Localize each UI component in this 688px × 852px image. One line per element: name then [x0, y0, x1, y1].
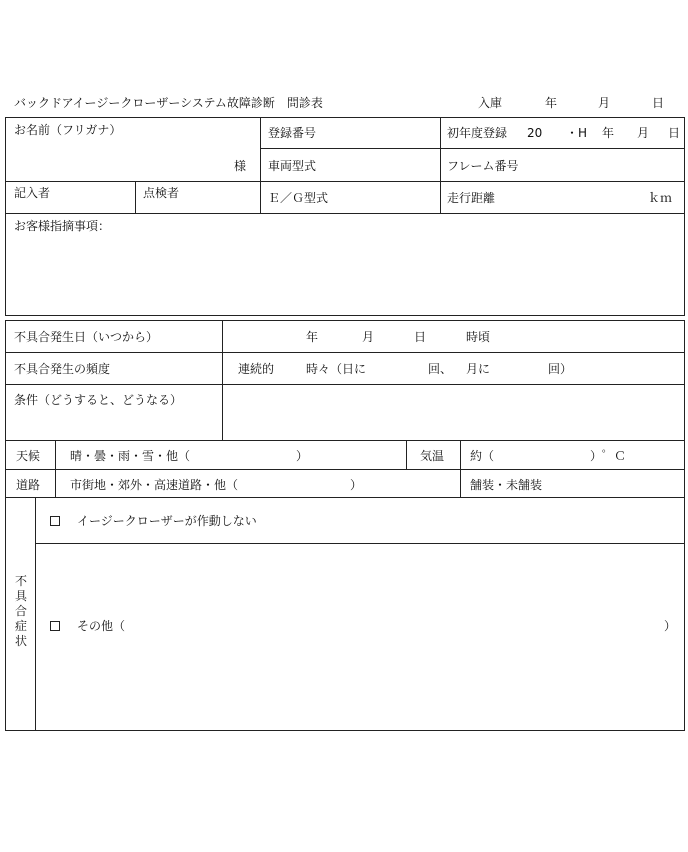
form-title: バックドアイージークローザーシステム故障診断 問診表	[14, 96, 323, 110]
divider	[35, 543, 685, 544]
first-reg-prefix: 20	[527, 126, 543, 140]
frequency-label: 不具合発生の頻度	[14, 362, 111, 376]
inspector-label: 点検者	[143, 186, 180, 200]
road-surface: 舗装・未舗装	[470, 478, 543, 492]
nyuko-label: 入庫	[478, 96, 503, 110]
divider	[440, 117, 441, 214]
engine-model-label: Ｅ／Ｇ型式	[268, 191, 329, 205]
divider	[135, 181, 136, 214]
first-reg-label: 初年度登録	[447, 126, 508, 140]
nyuko-year-label: 年	[545, 96, 558, 110]
mileage-unit: ｋｍ	[648, 191, 673, 205]
divider	[460, 440, 461, 498]
divider	[35, 497, 36, 731]
temp-label: 気温	[420, 449, 445, 463]
divider	[5, 384, 685, 385]
weather-options: 晴・曇・雨・雪・他（	[70, 449, 191, 463]
freq-times-comma: 回、	[428, 362, 453, 376]
occurrence-time: 時頃	[466, 330, 491, 344]
road-close: ）	[350, 478, 363, 492]
mileage-label: 走行距離	[447, 191, 496, 205]
freq-times-close: 回）	[548, 362, 573, 376]
symptom-checkbox-2[interactable]	[50, 621, 60, 631]
occurrence-day: 日	[414, 330, 427, 344]
nyuko-month-label: 月	[598, 96, 611, 110]
divider	[55, 440, 56, 498]
symptom-item-2: その他（	[77, 619, 126, 633]
divider	[406, 440, 407, 469]
freq-month: 月に	[466, 362, 491, 376]
weather-close: ）	[296, 449, 309, 463]
occurrence-year: 年	[306, 330, 319, 344]
writer-label: 記入者	[14, 186, 51, 200]
remarks-label: お客様指摘事項：	[14, 219, 111, 233]
nyuko-day-label: 日	[652, 96, 665, 110]
first-reg-year: 年	[602, 126, 615, 140]
divider	[260, 117, 261, 214]
road-label: 道路	[16, 478, 41, 492]
symptom-checkbox-1[interactable]	[50, 516, 60, 526]
temp-unit: ）゜Ｃ	[590, 449, 627, 463]
symptom-item-1: イージークローザーが作動しない	[77, 514, 257, 528]
divider	[5, 181, 685, 182]
divider	[5, 469, 685, 470]
frame-no-label: フレーム番号	[447, 159, 519, 173]
divider	[222, 320, 223, 441]
temp-approx: 約（	[470, 449, 495, 463]
freq-sometimes: 時々（日に	[306, 362, 367, 376]
condition-label: 条件（どうすると、どうなる）	[14, 393, 183, 407]
name-label: お名前（フリガナ）	[14, 123, 122, 137]
divider	[5, 352, 685, 353]
road-options: 市街地・郊外・高速道路・他（	[70, 478, 239, 492]
first-reg-month: 月	[637, 126, 650, 140]
sama-label: 様	[234, 159, 247, 173]
symptoms-box	[5, 497, 685, 731]
vehicle-model-label: 車両型式	[268, 159, 317, 173]
divider	[260, 148, 685, 149]
freq-continuous: 連続的	[238, 362, 275, 376]
occurrence-date-label: 不具合発生日（いつから）	[14, 330, 159, 344]
first-reg-day: 日	[668, 126, 681, 140]
first-reg-h: ・H	[566, 126, 588, 140]
symptom-item-2-close: ）	[664, 619, 677, 633]
weather-label: 天候	[16, 449, 41, 463]
symptoms-side-label: 不具合症状	[14, 574, 27, 648]
occurrence-month: 月	[362, 330, 375, 344]
reg-no-label: 登録番号	[268, 126, 317, 140]
